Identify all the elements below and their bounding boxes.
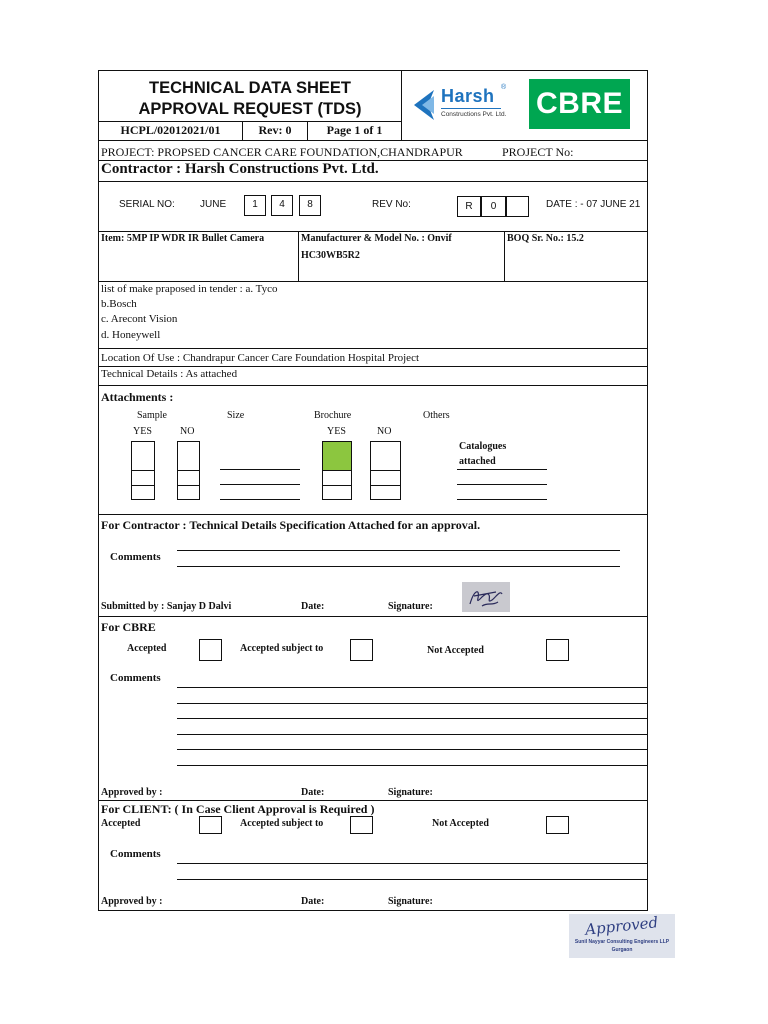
client-accepted-checkbox[interactable]: [199, 816, 222, 834]
rule-header: [98, 140, 648, 141]
project-label: PROJECT: PROPSED CANCER CARE FOUNDATION,CHANDRAPUR: [101, 145, 463, 159]
model-number: HC30WB5R2: [301, 250, 360, 261]
item-divider-2: [504, 231, 505, 281]
serial-digit-3: 8: [307, 199, 313, 210]
brochure-no: NO: [377, 426, 392, 437]
rule-item: [98, 281, 648, 282]
rule-cbre-section: [98, 800, 648, 801]
client-accepted-label: Accepted: [101, 818, 141, 829]
makes-line-4: d. Honeywell: [101, 329, 161, 341]
project-number: PROJECT No:: [502, 145, 574, 159]
stamp-city: Gurgaon: [611, 947, 633, 953]
rule-serial: [98, 231, 648, 232]
harsh-logo-text: Harsh: [441, 86, 495, 106]
cbre-comments-line-3[interactable]: [177, 718, 648, 719]
client-signature-label: Signature:: [388, 896, 433, 907]
rev-value-2: 0: [490, 201, 497, 212]
serial-date: DATE : - 07 JUNE 21: [546, 199, 641, 210]
attachments-title: Attachments :: [101, 390, 174, 404]
cbre-comments-line-1[interactable]: [177, 687, 648, 688]
title-line2: APPROVAL REQUEST (TDS): [138, 100, 362, 118]
rule-attachments: [98, 514, 648, 515]
serial-digit-1: 1: [252, 199, 258, 210]
client-not-accepted-checkbox[interactable]: [546, 816, 569, 834]
sample-yes: YES: [133, 426, 152, 437]
cbre-accepted-subject-label: Accepted subject to: [240, 643, 324, 654]
title-underline: [98, 121, 401, 122]
serial-label: SERIAL NO:: [119, 199, 175, 210]
rule-location: [98, 366, 648, 367]
cbre-comments-line-2[interactable]: [177, 703, 648, 704]
harsh-logo-sub: Constructions Pvt. Ltd.: [441, 111, 507, 118]
page-number: Page 1 of 1: [326, 123, 383, 137]
brochure-no-rule-1: [370, 470, 401, 471]
item-divider-1: [298, 231, 299, 281]
cbre-date-label: Date:: [301, 787, 325, 798]
cbre-comments-label: Comments: [110, 672, 161, 684]
contractor-signature-label: Signature:: [388, 601, 433, 612]
attach-others: Others: [423, 410, 450, 421]
cbre-signature-label: Signature:: [388, 787, 433, 798]
cbre-not-accepted-checkbox[interactable]: [546, 639, 569, 661]
contractor-signature-image: [462, 582, 510, 612]
submitted-by: Submitted by : Sanjay D Dalvi: [101, 601, 232, 612]
rule-technical: [98, 385, 648, 386]
sample-yes-rule-2: [131, 485, 155, 486]
manufacturer-label: Manufacturer & Model No. : Onvif: [301, 233, 452, 244]
others-line-2: [457, 484, 547, 485]
cbre-accepted-checkbox[interactable]: [199, 639, 222, 661]
attach-sample: Sample: [137, 410, 167, 421]
client-section-heading: For CLIENT: ( In Case Client Approval is Required ): [101, 802, 375, 816]
harsh-logo-rule: [441, 108, 501, 109]
makes-line-1: list of make praposed in tender : a. Tyco: [101, 283, 278, 295]
attach-size: Size: [227, 410, 245, 421]
sample-no: NO: [180, 426, 195, 437]
client-not-accepted-label: Not Accepted: [432, 818, 489, 829]
client-accepted-subject-checkbox[interactable]: [350, 816, 373, 834]
brochure-yes: YES: [327, 426, 346, 437]
contractor-comments-line-1[interactable]: [177, 550, 620, 551]
catalogues-line-2: attached: [459, 456, 496, 467]
rule-contractor: [98, 181, 648, 182]
contractor-comments-label: Comments: [110, 551, 161, 563]
client-accepted-subject-label: Accepted subject to: [240, 818, 324, 829]
serial-month: JUNE: [200, 199, 227, 210]
harsh-logo: [414, 86, 510, 126]
client-date-label: Date:: [301, 896, 325, 907]
registered-mark: ®: [501, 84, 507, 91]
cbre-accepted-label: Accepted: [127, 643, 167, 654]
technical-details: Technical Details : As attached: [101, 368, 238, 380]
sample-yes-rule-1: [131, 470, 155, 471]
signature-scribble-icon: [462, 582, 510, 612]
stamp-approved-text: Approved: [584, 913, 659, 939]
title-line1: TECHNICAL DATA SHEET: [149, 79, 351, 97]
stamp-firm: Sunil Nayyar Consulting Engineers LLP: [574, 939, 670, 945]
size-line-2: [220, 484, 300, 485]
cbre-approved-by: Approved by :: [101, 787, 163, 798]
rev-label: REV No:: [372, 199, 411, 210]
sample-no-rule-1: [177, 470, 200, 471]
sample-no-rule-2: [177, 485, 200, 486]
others-line-3: [457, 499, 547, 500]
catalogues-line-1: Catalogues: [459, 441, 507, 452]
cbre-comments-line-6[interactable]: [177, 765, 648, 766]
cbre-section-heading: For CBRE: [101, 620, 156, 634]
revision: Rev: 0: [258, 123, 292, 137]
contractor-date-label: Date:: [301, 601, 325, 612]
makes-line-2: b.Bosch: [101, 298, 137, 310]
brochure-yes-rule-1: [322, 470, 352, 471]
rev-box-3: [506, 196, 529, 217]
cbre-comments-line-5[interactable]: [177, 749, 648, 750]
brochure-yes-rule-2: [322, 485, 352, 486]
client-comments-label: Comments: [110, 848, 161, 860]
cbre-comments-line-4[interactable]: [177, 734, 648, 735]
harsh-logo-mark-icon: [414, 90, 436, 120]
client-comments-line-1[interactable]: [177, 863, 648, 864]
cbre-logo: [529, 79, 630, 129]
contractor-name: Contractor : Harsh Constructions Pvt. Ltd.: [101, 161, 379, 177]
cbre-logo-text: CBRE: [535, 87, 623, 120]
size-line-3: [220, 499, 300, 500]
boq-number: BOQ Sr. No.: 15.2: [507, 233, 584, 244]
cbre-accepted-subject-checkbox[interactable]: [350, 639, 373, 661]
cbre-not-accepted-label: Not Accepted: [427, 645, 484, 656]
contractor-section-heading: For Contractor : Technical Details Specification Attached for an approval.: [101, 518, 481, 532]
item-description: Item: 5MP IP WDR IR Bullet Camera: [101, 233, 265, 244]
approval-stamp: [569, 914, 675, 958]
brochure-no-rule-2: [370, 485, 401, 486]
contractor-comments-line-2[interactable]: [177, 566, 620, 567]
client-comments-line-2[interactable]: [177, 879, 648, 880]
others-line-1: [457, 469, 547, 470]
client-approved-by: Approved by :: [101, 896, 163, 907]
serial-digit-2: 4: [279, 199, 285, 210]
attach-brochure: Brochure: [314, 410, 352, 421]
size-line-1: [220, 469, 300, 470]
rule-makes: [98, 348, 648, 349]
location-of-use: Location Of Use : Chandrapur Cancer Care Foundation Hospital Project: [101, 352, 420, 364]
rev-value-1: R: [465, 201, 473, 212]
rule-contractor-section: [98, 616, 648, 617]
makes-line-3: c. Arecont Vision: [101, 313, 178, 325]
header-divider: [401, 70, 402, 140]
doc-number: HCPL/02012021/01: [120, 123, 221, 137]
